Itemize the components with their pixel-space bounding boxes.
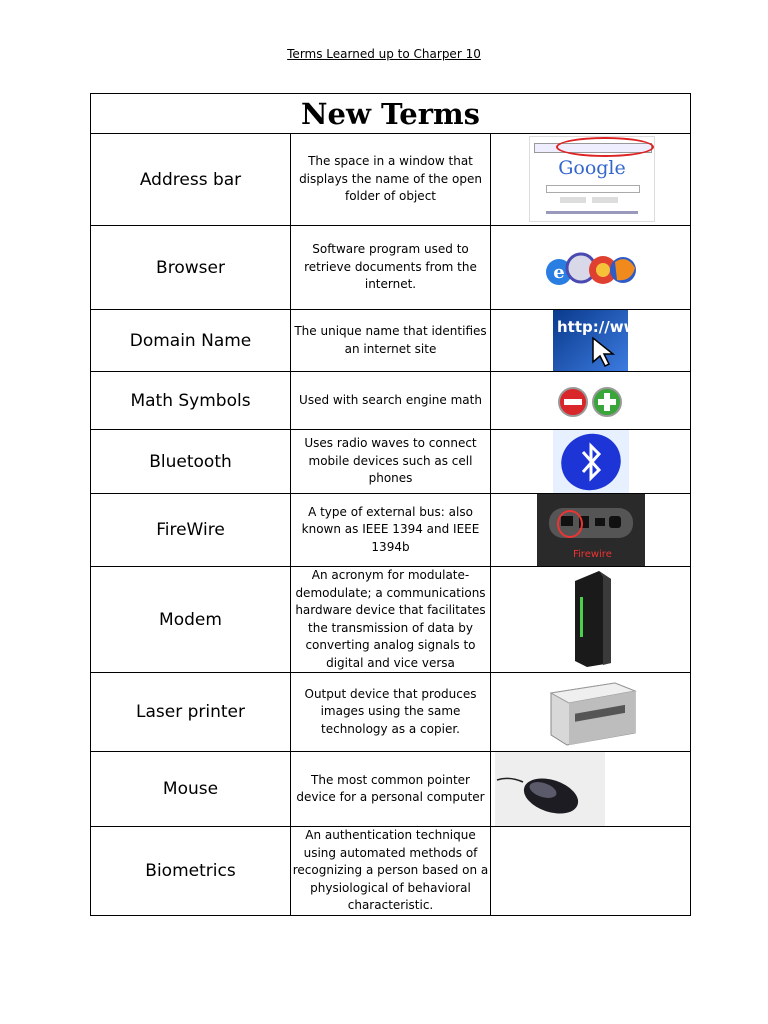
term-cell: FireWire [91, 494, 291, 567]
image-cell [491, 673, 691, 752]
http-cursor-icon [553, 310, 652, 371]
term-cell: Biometrics [91, 827, 291, 916]
table-row [91, 827, 691, 916]
image-cell [491, 752, 691, 827]
definition-cell: An authentication technique using automated methods of recognizing a person based on a physiological of behavioral characteristic. [291, 827, 491, 916]
image-cell [491, 310, 691, 372]
term-cell: Mouse [91, 752, 291, 827]
table-heading-row [91, 94, 691, 134]
table-row [91, 567, 691, 673]
definition-cell: Software program used to retrieve documents from the internet. [291, 226, 491, 310]
minus-plus-icon [553, 376, 629, 426]
google-logo-text: Google [558, 157, 626, 179]
term-cell: Laser printer [91, 673, 291, 752]
definition-cell: An acronym for modulate-demodulate; a communications hardware device that facilitates the transmission of data by converting analog signals to digital and vice versa [291, 567, 491, 673]
terms-table [90, 93, 691, 916]
term-cell: Modem [91, 567, 291, 673]
http-text: http://www [557, 318, 652, 336]
definition-cell: Uses radio waves to connect mobile devices such as cell phones [291, 430, 491, 494]
image-cell [491, 494, 691, 567]
term-cell: Address bar [91, 134, 291, 226]
modem-icon [547, 567, 635, 671]
browser-logos-icon [545, 244, 637, 292]
definition-cell: The unique name that identifies an internet site [291, 310, 491, 372]
google-address-bar-icon [529, 136, 655, 222]
svg-text:e: e [553, 262, 565, 283]
image-cell [491, 134, 691, 226]
image-cell [491, 430, 691, 494]
table-row [91, 673, 691, 752]
image-cell [491, 226, 691, 310]
table-row [91, 310, 691, 372]
bluetooth-icon [553, 430, 629, 493]
table-heading: New Terms [91, 94, 691, 134]
definition-cell: The space in a window that displays the name of the open folder of object [291, 134, 491, 226]
definition-cell: A type of external bus: also known as IEEE 1394 and IEEE 1394b [291, 494, 491, 567]
definition-cell: Output device that produces images using the same technology as a copier. [291, 673, 491, 752]
definition-cell: Used with search engine math [291, 372, 491, 430]
table-row [91, 134, 691, 226]
term-cell: Domain Name [91, 310, 291, 372]
term-cell: Math Symbols [91, 372, 291, 430]
firewire-port-icon [537, 494, 645, 566]
table-row [91, 752, 691, 827]
image-cell [491, 372, 691, 430]
document-title: Terms Learned up to Charper 10 [287, 47, 481, 61]
table-row [91, 372, 691, 430]
term-cell: Browser [91, 226, 291, 310]
term-cell: Bluetooth [91, 430, 291, 494]
laser-printer-icon [545, 675, 641, 749]
table-row [91, 430, 691, 494]
table-row [91, 494, 691, 567]
firewire-label: Firewire [573, 549, 612, 560]
image-cell [491, 567, 691, 673]
mouse-icon [495, 752, 605, 826]
image-cell [491, 827, 691, 916]
table-row [91, 226, 691, 310]
definition-cell: The most common pointer device for a personal computer [291, 752, 491, 827]
